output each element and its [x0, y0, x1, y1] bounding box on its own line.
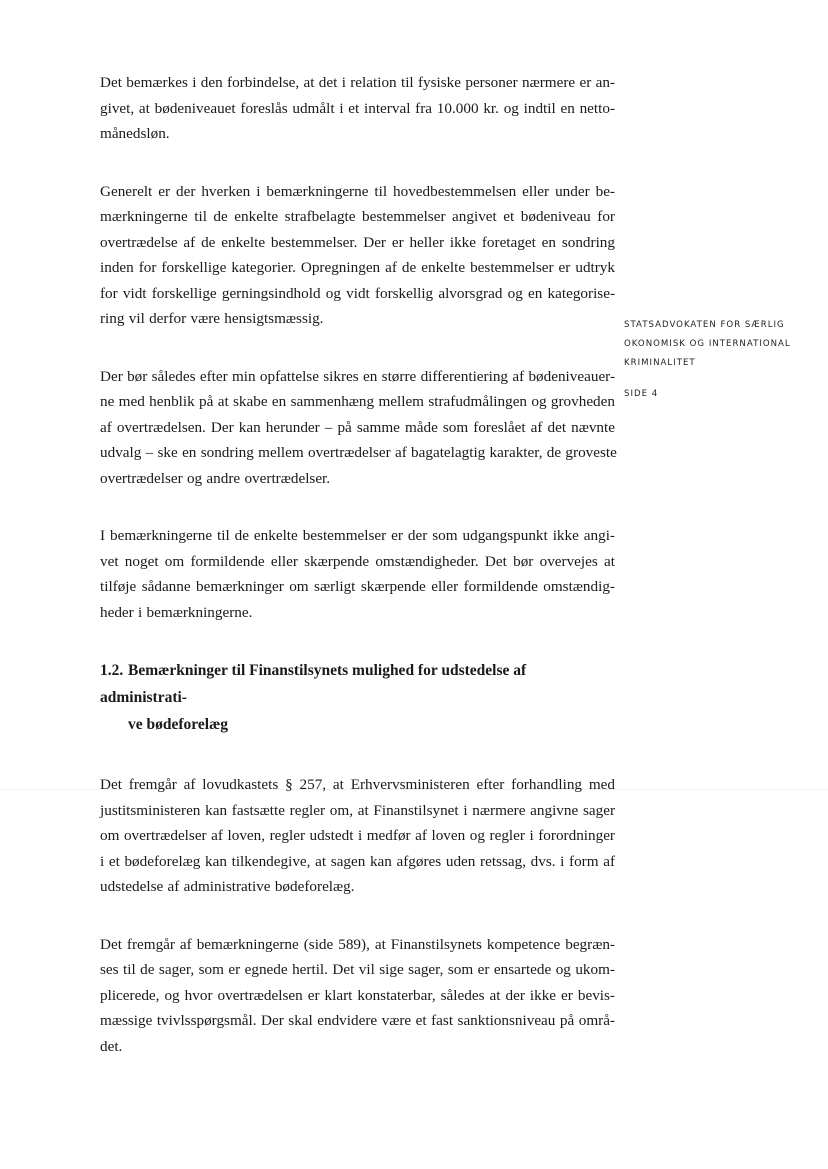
paragraph-line: inden for forskellige kategorier. Opregningen af de enkelte bestemmelser er udtryk [100, 259, 615, 276]
section-title-line-1: Bemærkninger til Finanstilsynets mulighed for udstedelse af administrati- [100, 662, 527, 706]
paragraph-line: ses til de sager, som er egnede hertil. Det vil sige sager, som er ensartede og ukom- [100, 961, 615, 978]
paragraph-line: udstedelse af administrative bødeforelæg. [100, 878, 355, 895]
paragraph-line: plicerede, og hvor overtrædelsen er klart konstaterbar, således at der ikke er bevis- [100, 986, 615, 1004]
paragraph-line: månedsløn. [100, 125, 170, 142]
main-text-column [100, 70, 615, 1091]
org-name-line-3: KRIMINALITET [624, 358, 696, 368]
paragraph-line: det. [100, 1037, 123, 1055]
paragraph-line: Der bør således efter min opfattelse sikres en større differentiering af bødeniveauer- [100, 367, 615, 385]
paragraph-line: tilføje sådanne bemærkninger om særligt skærpende eller formildende omstændig- [100, 578, 615, 595]
paragraph-line: I bemærkningerne til de enkelte bestemmelser er der som udgangspunkt ikke angi- [100, 527, 615, 544]
paragraph-line: i et bødeforelæg kan tilkendegive, at sagen kan afgøres uden retssag, dvs. i form af [100, 852, 615, 870]
body-paragraph [100, 70, 615, 147]
letterhead-sidebar [624, 316, 814, 404]
paragraph-line: overtrædelse af de enkelte bestemmelser. Der er heller ikke foretaget en sondring [100, 233, 615, 251]
page-number: SIDE 4 [624, 389, 659, 399]
section-title-line-2: ve bødeforelæg [128, 716, 229, 733]
paragraph-line: af overtrædelsen. Der kan herunder – på samme måde som foreslået af det nævnte [100, 418, 615, 436]
paragraph-line: Generelt er der hverken i bemærkningerne til hovedbestemmelsen eller under be- [100, 182, 615, 200]
paragraph-line: overtrædelser og andre overtrædelser. [100, 469, 331, 487]
paragraph-line: Det fremgår af lovudkastets § 257, at Erhvervsministeren efter forhandling med [100, 776, 615, 793]
body-paragraph [100, 364, 615, 492]
org-name-line-2: OKONOMISK OG INTERNATIONAL [624, 339, 791, 349]
paragraph-line: Det bemærkes i den forbindelse, at det i relation til fysiske personer nærmere er an- [100, 74, 615, 91]
body-paragraph [100, 772, 615, 900]
paragraph-line: om overtrædelser af loven, regler udstedt i medfør af loven og regler i forordninger [100, 827, 615, 844]
paragraph-line: Det fremgår af bemærkningerne (side 589), at Finanstilsynets kompetence begræn- [100, 935, 615, 953]
paragraph-line: mæssige tvivlsspørgsmål. Der skal endvidere være et fast sanktionsniveau på områ- [100, 1012, 615, 1029]
paragraph-line: heder i bemærkningerne. [100, 603, 253, 621]
body-paragraph [100, 179, 615, 332]
paragraph-line: ne med henblik på at skabe en sammenhæng mellem strafudmålingen og grovheden [100, 393, 615, 410]
org-name-line-1: STATSADVOKATEN FOR SÆRLIG [624, 320, 785, 330]
paragraph-line: vet noget om formildende eller skærpende omstændigheder. Det bør overvejes at [100, 552, 615, 570]
paragraph-line: ring vil derfor være hensigtsmæssig. [100, 310, 324, 327]
paragraph-line: justitsministeren kan fastsætte regler om, at Finanstilsynet i nærmere angivne sager [100, 801, 615, 819]
body-paragraph [100, 523, 615, 625]
body-paragraph [100, 932, 615, 1060]
paragraph-line: for vidt forskellige gerningsindhold og vidt forskellig alvorsgrad og en kategorise- [100, 284, 615, 302]
paragraph-line: udvalg – ske en sondring mellem overtrædelser af bagatelagtig karakter, de groveste [100, 444, 617, 461]
paragraph-line: givet, at bødeniveauet foreslås udmålt i et interval fra 10.000 kr. og indtil en netto- [100, 99, 615, 117]
paragraph-line: mærkningerne til de enkelte strafbelagte bestemmelser angivet et bødeniveau for [100, 208, 615, 225]
section-heading [100, 657, 615, 738]
section-number: 1.2. [100, 662, 124, 679]
